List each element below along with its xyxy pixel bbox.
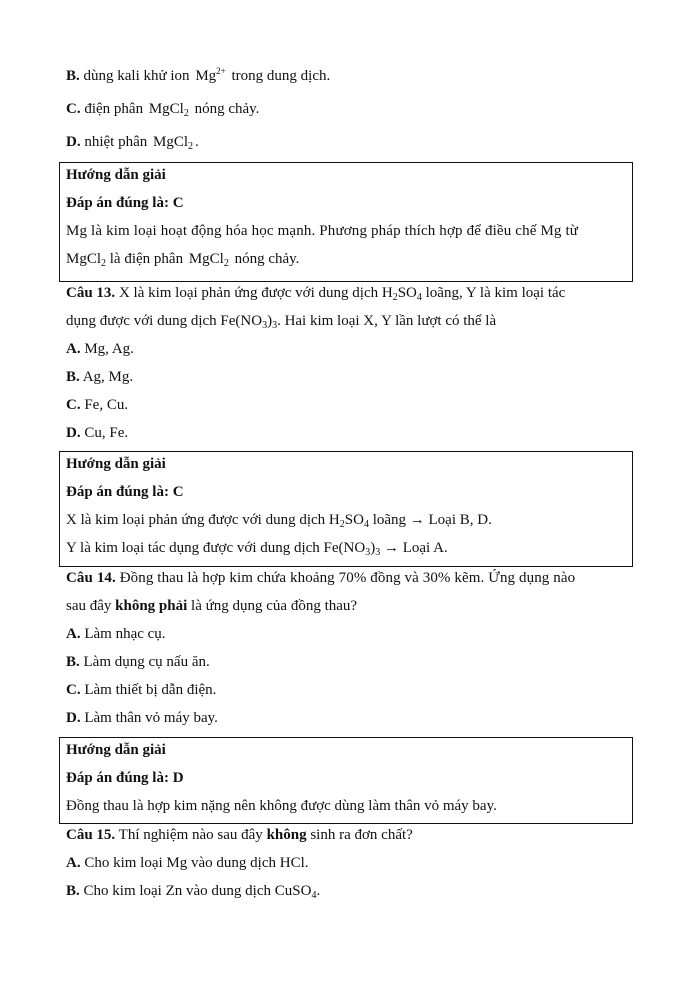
option-text: .	[195, 134, 199, 150]
q13-option-b: B. Ag, Mg.	[66, 369, 134, 385]
q14-option-c: C. Làm thiết bị dẫn điện.	[66, 682, 217, 698]
solution-box-q12	[59, 162, 633, 282]
solution-text: Đồng thau là hợp kim nặng nên không được dùng làm thân vỏ máy bay.	[66, 798, 497, 814]
option-text: trong dung dịch.	[231, 68, 331, 84]
q13-option-d: D. Cu, Fe.	[66, 425, 129, 441]
solution-title: Hướng dẫn giải	[66, 456, 166, 472]
solution-box-q14	[59, 737, 633, 824]
q13-option-c: C. Fe, Cu.	[66, 397, 129, 413]
solution-title: Hướng dẫn giải	[66, 742, 166, 758]
q15-option-b: B. Cho kim loại Zn vào dung dịch CuSO$_4$.	[66, 883, 321, 901]
formula: $Mg^{2+}$	[195, 66, 226, 84]
q14-option-b: B. Làm dụng cụ nấu ăn.	[66, 654, 210, 670]
option-text: nóng chảy.	[194, 101, 260, 117]
question-label: Câu 15.	[66, 827, 116, 843]
option-letter: D.	[66, 134, 81, 150]
q14-option-a: A. Làm nhạc cụ.	[66, 626, 166, 642]
q14-stem: Câu 14. Đồng thau là hợp kim chứa khoảng 70% đồng và 30% kẽm. Ứng dụng nào	[66, 570, 576, 586]
q13-option-a: A. Mg, Ag.	[66, 341, 134, 357]
option-text: điện phân	[84, 101, 144, 117]
formula: MgCl$_2$	[148, 101, 189, 119]
solution-answer: Đáp án đúng là: D	[66, 770, 184, 786]
option-letter: C.	[66, 101, 81, 117]
formula: MgCl$_2$	[153, 134, 194, 152]
solution-text: X là kim loại phản ứng được với dung dịch $H_2SO_4$ loãng → Loại B, D.	[66, 512, 492, 530]
q15-stem: Câu 15. Thí nghiệm nào sau đây không sinh ra đơn chất?	[66, 827, 413, 843]
solution-text: MgCl$_2$ là điện phân MgCl$_2$ nóng chảy.	[66, 251, 300, 269]
q13-stem: Câu 13. X là kim loại phản ứng được với dung dịch $H_2SO_4$ loãng, Y là kim loại tác	[66, 285, 566, 303]
solution-answer: Đáp án đúng là: C	[66, 195, 184, 211]
question-label: Câu 13.	[66, 285, 116, 301]
solution-text: Y là kim loại tác dụng được với dung dịch $Fe(NO_3)_3$ → Loại A.	[66, 540, 448, 558]
solution-title: Hướng dẫn giải	[66, 167, 166, 183]
q12-option-d	[66, 132, 199, 152]
q14-option-d: D. Làm thân vỏ máy bay.	[66, 710, 218, 726]
question-label: Câu 14.	[66, 570, 116, 586]
solution-text: Mg là kim loại hoạt động hóa học mạnh. Phương pháp thích hợp để điều chế Mg từ	[66, 223, 579, 239]
q12-option-c	[66, 99, 259, 119]
option-text: dùng kali khử ion	[83, 68, 190, 84]
q13-stem-cont: dụng được với dung dịch $Fe(NO_3)_3$. Hai kim loại X, Y lần lượt có thể là	[66, 313, 497, 331]
solution-box-q13	[59, 451, 633, 567]
q14-stem-cont: sau đây không phải là ứng dụng của đồng thau?	[66, 598, 358, 614]
option-text: nhiệt phân	[84, 134, 148, 150]
q12-option-b	[66, 66, 330, 86]
solution-answer: Đáp án đúng là: C	[66, 484, 184, 500]
option-letter: B.	[66, 68, 80, 84]
q15-option-a: A. Cho kim loại Mg vào dung dịch HCl.	[66, 855, 309, 871]
